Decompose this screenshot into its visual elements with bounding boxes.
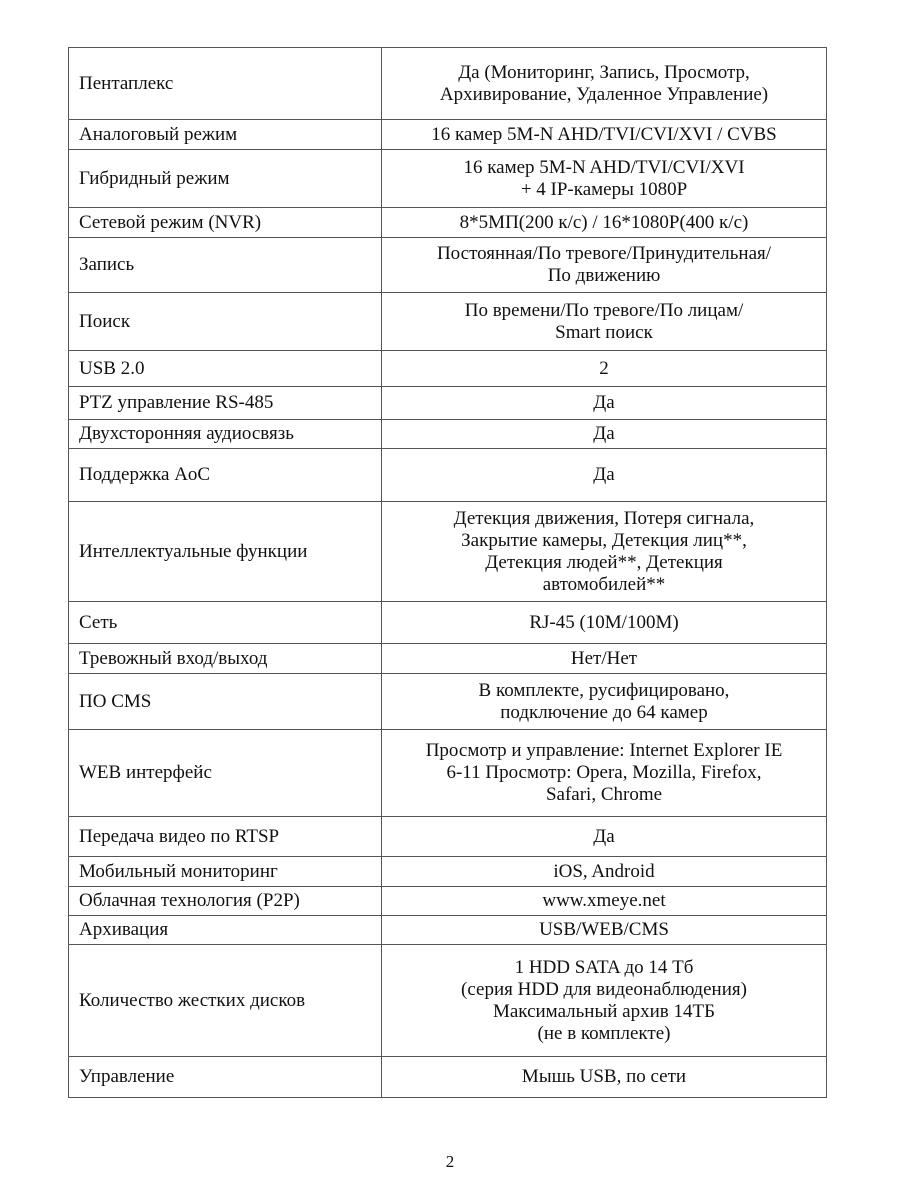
- param-value: 16 камер 5M-N AHD/TVI/CVI/XVI / CVBS: [382, 120, 827, 150]
- table-row: [69, 238, 827, 293]
- table-row: [69, 208, 827, 238]
- param-name: Управление: [69, 1057, 382, 1098]
- param-name: Сетевой режим (NVR): [69, 208, 382, 238]
- table-row: [69, 120, 827, 150]
- table-row: [69, 730, 827, 817]
- param-name: Тревожный вход/выход: [69, 644, 382, 674]
- param-value: Просмотр и управление: Internet Explorer IE 6-11 Просмотр: Opera, Mozilla, Firefox, Safari, Chrome: [382, 730, 827, 817]
- param-value: iOS, Android: [382, 857, 827, 887]
- param-name: WEB интерфейс: [69, 730, 382, 817]
- spec-table: [68, 47, 827, 1098]
- table-row: [69, 602, 827, 644]
- table-row: [69, 1057, 827, 1098]
- param-value: Детекция движения, Потеря сигнала, Закрытие камеры, Детекция лиц**, Детекция людей**, Детекция автомобилей**: [382, 502, 827, 602]
- param-name: Архивация: [69, 916, 382, 945]
- param-value: По времени/По тревоге/По лицам/ Smart поиск: [382, 293, 827, 351]
- table-row: [69, 449, 827, 502]
- table-row: [69, 420, 827, 449]
- param-name: Облачная технология (P2P): [69, 887, 382, 916]
- param-value: Да: [382, 420, 827, 449]
- table-row: [69, 48, 827, 120]
- param-value: 2: [382, 351, 827, 387]
- table-row: [69, 351, 827, 387]
- table-row: [69, 150, 827, 208]
- table-row: [69, 916, 827, 945]
- param-value: USB/WEB/CMS: [382, 916, 827, 945]
- param-name: Поддержка AoC: [69, 449, 382, 502]
- param-value: 1 HDD SATA до 14 Тб (серия HDD для видеонаблюдения) Максимальный архив 14ТБ (не в комплекте): [382, 945, 827, 1057]
- param-name: USB 2.0: [69, 351, 382, 387]
- param-value: Постоянная/По тревоге/Принудительная/ По движению: [382, 238, 827, 293]
- table-row: [69, 857, 827, 887]
- param-name: Количество жестких дисков: [69, 945, 382, 1057]
- page-number: 2: [445, 1152, 455, 1171]
- param-value: 16 камер 5M-N AHD/TVI/CVI/XVI + 4 IP-камеры 1080P: [382, 150, 827, 208]
- param-value: Да: [382, 387, 827, 420]
- param-name: Пентаплекс: [69, 48, 382, 120]
- param-name: Аналоговый режим: [69, 120, 382, 150]
- param-name: Двухсторонняя аудиосвязь: [69, 420, 382, 449]
- param-name: ПО CMS: [69, 674, 382, 730]
- param-value: Да: [382, 449, 827, 502]
- param-value: 8*5МП(200 к/с) / 16*1080P(400 к/с): [382, 208, 827, 238]
- param-value: В комплекте, русифицировано, подключение до 64 камер: [382, 674, 827, 730]
- table-row: [69, 293, 827, 351]
- param-name: Гибридный режим: [69, 150, 382, 208]
- table-row: [69, 387, 827, 420]
- param-name: Запись: [69, 238, 382, 293]
- param-name: Интеллектуальные функции: [69, 502, 382, 602]
- param-value: RJ-45 (10M/100M): [382, 602, 827, 644]
- param-name: Сеть: [69, 602, 382, 644]
- param-value: Мышь USB, по сети: [382, 1057, 827, 1098]
- param-name: Передача видео по RTSP: [69, 817, 382, 857]
- table-row: [69, 945, 827, 1057]
- table-row: [69, 644, 827, 674]
- param-name: PTZ управление RS-485: [69, 387, 382, 420]
- param-name: Поиск: [69, 293, 382, 351]
- table-row: [69, 817, 827, 857]
- param-value: Да (Мониторинг, Запись, Просмотр, Архивирование, Удаленное Управление): [382, 48, 827, 120]
- table-row: [69, 674, 827, 730]
- param-name: Мобильный мониторинг: [69, 857, 382, 887]
- param-value: www.xmeye.net: [382, 887, 827, 916]
- table-row: [69, 502, 827, 602]
- table-row: [69, 887, 827, 916]
- param-value: Да: [382, 817, 827, 857]
- param-value: Нет/Нет: [382, 644, 827, 674]
